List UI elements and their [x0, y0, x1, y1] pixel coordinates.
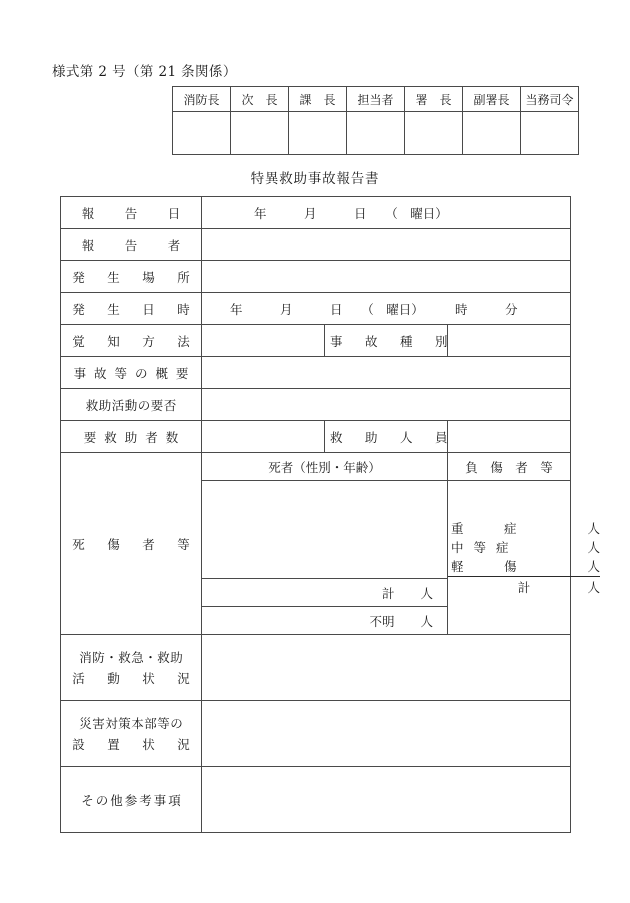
- field-rescued-personnel[interactable]: [448, 421, 571, 453]
- injured-item-severe-unit: 人: [587, 520, 600, 536]
- label-disaster-hq-setup: [61, 701, 202, 767]
- field-victims-needing-rescue[interactable]: [202, 421, 325, 453]
- label-accident-summary: [61, 357, 202, 389]
- label-rescue-needed-text: 救助活動の要否: [85, 397, 177, 413]
- label-disaster-hq-setup-line1: 災害対策本部等の: [79, 715, 184, 731]
- label-victims-needing-rescue: [61, 421, 202, 453]
- field-report-date[interactable]: [202, 197, 571, 229]
- document-title: 特異救助事故報告書: [250, 171, 380, 187]
- field-fire-ems-rescue-activity[interactable]: [202, 635, 571, 701]
- approval-header-row: [173, 87, 579, 112]
- label-disaster-hq-setup-line2: 設 置 状 況: [72, 736, 195, 752]
- injured-total-label: 計: [517, 579, 531, 595]
- field-deceased-detail[interactable]: [202, 481, 448, 579]
- approval-stamp-cell-vice-station-chief[interactable]: [463, 112, 521, 155]
- injured-item-minor-unit: 人: [587, 558, 600, 574]
- label-fire-ems-rescue-activity-line2: 活 動 状 況: [72, 670, 195, 686]
- label-occurred-at-text: 発 生 日 時: [72, 301, 195, 317]
- row-casualties-header: [61, 453, 571, 481]
- field-deceased-unknown[interactable]: [202, 607, 448, 635]
- field-occurred-at[interactable]: [202, 293, 571, 325]
- field-location[interactable]: [202, 261, 571, 293]
- field-detection-method[interactable]: [202, 325, 325, 357]
- row-location: [61, 261, 571, 293]
- label-rescued-personnel-text: 救 助 人 員: [330, 429, 453, 445]
- deceased-total-label: 計: [381, 585, 395, 601]
- field-reporter[interactable]: [202, 229, 571, 261]
- approval-col-header-station-chief: 署 長: [405, 87, 463, 112]
- label-fire-ems-rescue-activity-line1: 消防・救急・救助: [79, 649, 184, 665]
- row-disaster-hq-setup: [61, 701, 571, 767]
- approval-col-header-fire-chief: 消防長: [173, 87, 231, 112]
- label-casualties: [61, 453, 202, 635]
- label-reporter: [61, 229, 202, 261]
- deceased-unknown-unit: 人: [420, 613, 433, 629]
- row-accident-summary: [61, 357, 571, 389]
- row-report-date: [61, 197, 571, 229]
- approval-stamp-cell-section-chief[interactable]: [289, 112, 347, 155]
- injured-total: [448, 577, 600, 597]
- approval-stamp-cell-station-chief[interactable]: [405, 112, 463, 155]
- row-occurred-at: [61, 293, 571, 325]
- label-fire-ems-rescue-activity: [61, 635, 202, 701]
- label-location: [61, 261, 202, 293]
- field-disaster-hq-setup[interactable]: [202, 701, 571, 767]
- label-report-date: [61, 197, 202, 229]
- row-reporter: [61, 229, 571, 261]
- form-number-heading: 様式第 2 号（第 21 条関係）: [52, 64, 237, 80]
- approval-stamp-cell-fire-chief[interactable]: [173, 112, 231, 155]
- label-casualties-text: 死 傷 者 等: [72, 536, 195, 552]
- injured-item-severe-label: 重 症: [451, 520, 531, 536]
- deceased-unknown-label: 不明: [369, 613, 395, 629]
- label-reporter-text: 報 告 者: [81, 237, 190, 253]
- injured-item-minor: [448, 557, 600, 577]
- injured-item-moderate-unit: 人: [587, 539, 600, 555]
- field-rescue-needed[interactable]: [202, 389, 571, 421]
- label-victims-needing-rescue-text: 要 救 助 者 数: [83, 429, 181, 445]
- field-accident-type[interactable]: [448, 325, 571, 357]
- label-rescue-needed: [61, 389, 202, 421]
- row-rescue-needed: [61, 389, 571, 421]
- approval-stamp-cell-person-in-charge[interactable]: [347, 112, 405, 155]
- field-other-notes[interactable]: [202, 767, 571, 833]
- label-detection-method-text: 覚 知 方 法: [72, 333, 195, 349]
- approval-col-header-duty-commander: 当務司令: [521, 87, 579, 112]
- approval-col-header-deputy-chief: 次 長: [231, 87, 289, 112]
- field-accident-summary[interactable]: [202, 357, 571, 389]
- approval-col-header-vice-station-chief: 副署長: [463, 87, 521, 112]
- label-accident-type-text: 事 故 種 別: [330, 333, 453, 349]
- report-form-table: [60, 196, 600, 833]
- approval-col-header-section-chief: 課 長: [289, 87, 347, 112]
- label-detection-method: [61, 325, 202, 357]
- injured-item-minor-label: 軽 傷: [451, 558, 531, 574]
- field-injured-breakdown[interactable]: [448, 481, 600, 635]
- row-other-notes: [61, 767, 571, 833]
- field-deceased-total[interactable]: [202, 579, 448, 607]
- approval-stamp-cell-duty-commander[interactable]: [521, 112, 579, 155]
- approval-col-header-person-in-charge: 担当者: [347, 87, 405, 112]
- label-occurred-at: [61, 293, 202, 325]
- label-accident-summary-text: 事 故 等 の 概 要: [73, 365, 191, 381]
- label-accident-type: [325, 325, 453, 357]
- row-detection-method: [61, 325, 571, 357]
- label-location-text: 発 生 場 所: [72, 269, 195, 285]
- header-injured: 負 傷 者 等: [448, 453, 571, 481]
- approval-stamp-row: [173, 112, 579, 155]
- injured-total-unit: 人: [587, 579, 600, 595]
- injured-item-moderate: [448, 538, 600, 557]
- field-report-date-text: 年 月 日 （ 曜日）: [254, 205, 448, 221]
- deceased-total-unit: 人: [420, 585, 433, 601]
- approval-stamp-table: [172, 86, 579, 155]
- row-fire-ems-rescue-activity: [61, 635, 571, 701]
- label-other-notes: [61, 767, 202, 833]
- label-other-notes-text: その他参考事項: [81, 792, 183, 808]
- label-rescued-personnel: [325, 421, 453, 453]
- injured-item-severe: [448, 519, 600, 538]
- row-victims-needing-rescue: [61, 421, 571, 453]
- label-report-date-text: 報 告 日: [81, 205, 190, 221]
- header-deceased: 死者（性別・年齢）: [202, 453, 448, 481]
- injured-item-moderate-label: 中 等 症: [451, 539, 512, 555]
- approval-stamp-cell-deputy-chief[interactable]: [231, 112, 289, 155]
- field-occurred-at-text: 年 月 日 （ 曜日） 時 分: [230, 301, 518, 317]
